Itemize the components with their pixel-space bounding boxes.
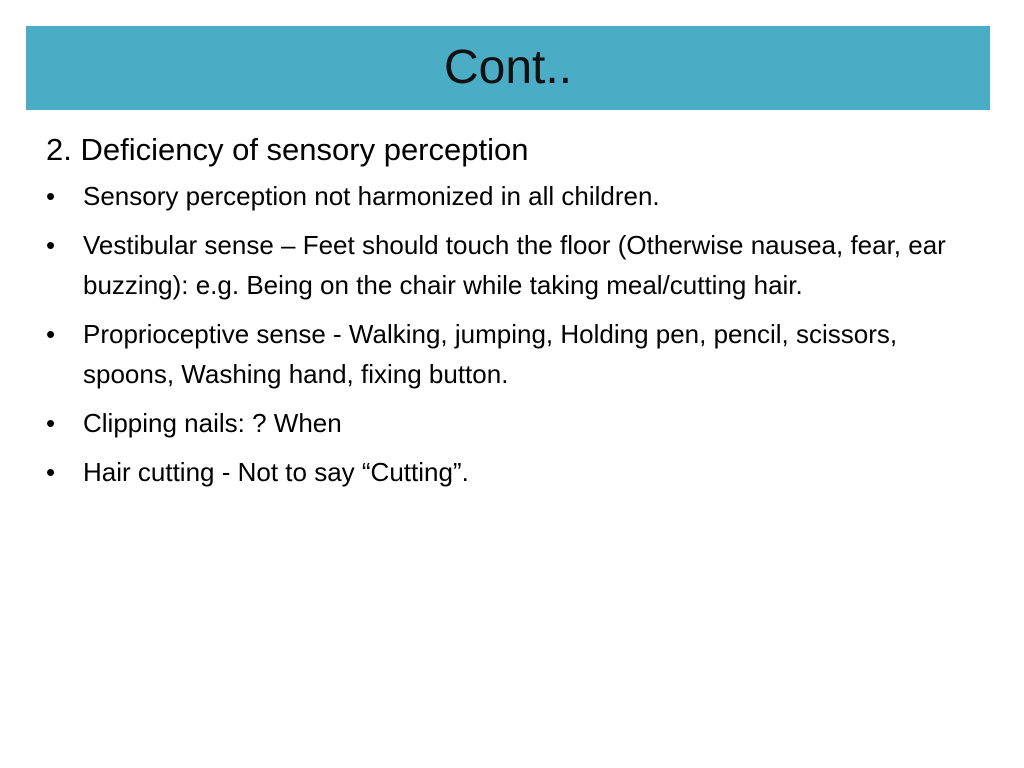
bullet-text: Vestibular sense – Feet should touch the floor (Otherwise nausea, fear, ear buzzing): e.g. Being on the chair while taking meal/cutting hair. [83, 230, 946, 300]
bullet-icon: • [46, 230, 56, 260]
slide-content [46, 128, 966, 501]
bullet-item [46, 314, 966, 394]
bullet-icon: • [46, 319, 56, 349]
bullet-item [46, 452, 966, 492]
slide-title: Cont.. [443, 41, 573, 94]
bullet-icon: • [46, 457, 56, 487]
bullet-list [46, 176, 966, 492]
bullet-text: Hair cutting - Not to say “Cutting”. [83, 457, 469, 487]
bullet-text: Clipping nails: ? When [83, 408, 342, 438]
bullet-item [46, 225, 966, 305]
bullet-item [46, 403, 966, 443]
bullet-text: Sensory perception not harmonized in all children. [83, 181, 660, 211]
title-bar [26, 26, 990, 110]
bullet-item [46, 176, 966, 216]
section-heading: 2. Deficiency of sensory perception [46, 132, 529, 167]
bullet-text: Proprioceptive sense - Walking, jumping, Holding pen, pencil, scissors, spoons, Washing hand, fixing button. [83, 319, 898, 389]
bullet-icon: • [46, 408, 56, 438]
bullet-icon: • [46, 181, 56, 211]
